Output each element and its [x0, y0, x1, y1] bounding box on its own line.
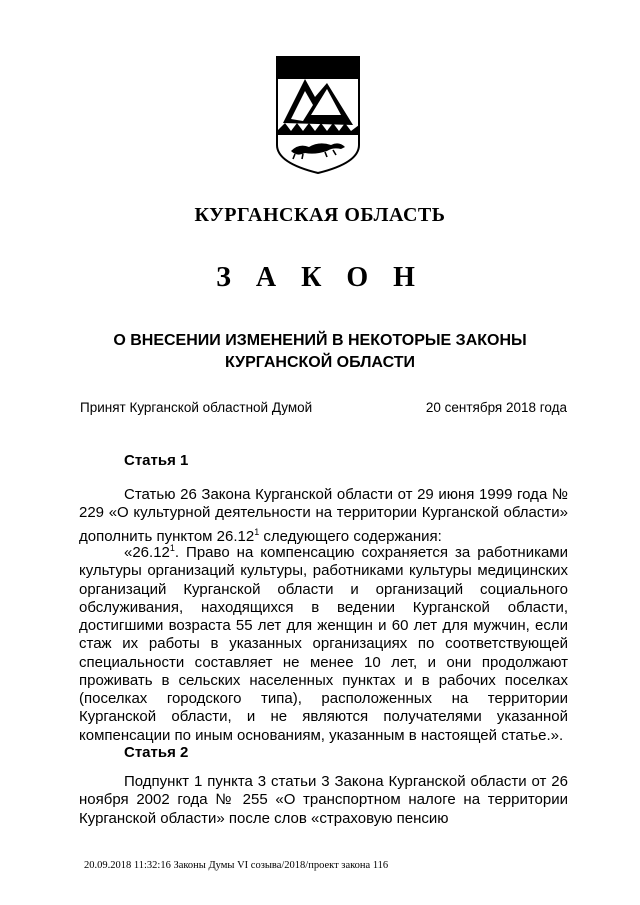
kurgan-coat-of-arms-icon	[275, 53, 361, 175]
adopted-date: 20 сентября 2018 года	[425, 400, 567, 415]
article-1-paragraph-2-text-a: «26.12	[124, 544, 170, 561]
article-1-paragraph-1-text-b: следующего содержания:	[259, 527, 442, 545]
law-title-line-2: КУРГАНСКОЙ ОБЛАСТИ	[224, 354, 416, 371]
article-1-paragraph-2-text-b: . Право на компенсацию сохраняется за работниками культуры организаций культуры, работниками культуры медицинских организаций Курганской области и организаций социального обслуживания, находящихся в ведении Курганской области, достигшими возраста 55 лет для женщин и 60 лет для мужчин, если стаж их работы в указанных организациях по соответствующей специальности составляет не менее 10 лет, и они продолжают проживать в сельских населенных пунктах и в рабочих поселках (поселках городского типа), расположенных на территории Курганской области, и не являются получателями указанной компенсации по иным основаниям, указанным в настоящей статье.».	[79, 544, 568, 744]
document-footer: 20.09.2018 11:32:16 Законы Думы VI созыва/2018/проект закона 116	[84, 860, 389, 871]
document-type: З А К О Н	[216, 262, 424, 293]
adopted-by: Принят Курганской областной Думой	[80, 400, 313, 415]
article-1-paragraph-1	[79, 486, 568, 546]
adoption-info	[80, 400, 567, 415]
article-1-paragraph-1-text-a: Статью 26 Закона Курганской области от 29 июня 1999 года № 229 «О культурной деятельности на территории Курганской области» дополнить пунктом 26.12	[79, 486, 568, 545]
article-1-heading: Статья 1	[124, 452, 189, 469]
region-name: КУРГАНСКАЯ ОБЛАСТЬ	[194, 204, 446, 226]
article-1-paragraph-1-superscript: 1	[254, 526, 260, 537]
article-2-paragraph-1: Подпункт 1 пункта 3 статьи 3 Закона Курганской области от 26 ноября 2002 года № 255 «О транспортном налоге на территории Курганской области» после слов «страховую пенсию	[79, 773, 568, 827]
law-title	[60, 330, 580, 374]
law-title-line-1: О ВНЕСЕНИИ ИЗМЕНЕНИЙ В НЕКОТОРЫЕ ЗАКОНЫ	[113, 332, 527, 349]
article-1-paragraph-2	[79, 539, 568, 745]
article-2-heading: Статья 2	[124, 744, 189, 761]
article-1-paragraph-2-superscript: 1	[169, 543, 175, 553]
